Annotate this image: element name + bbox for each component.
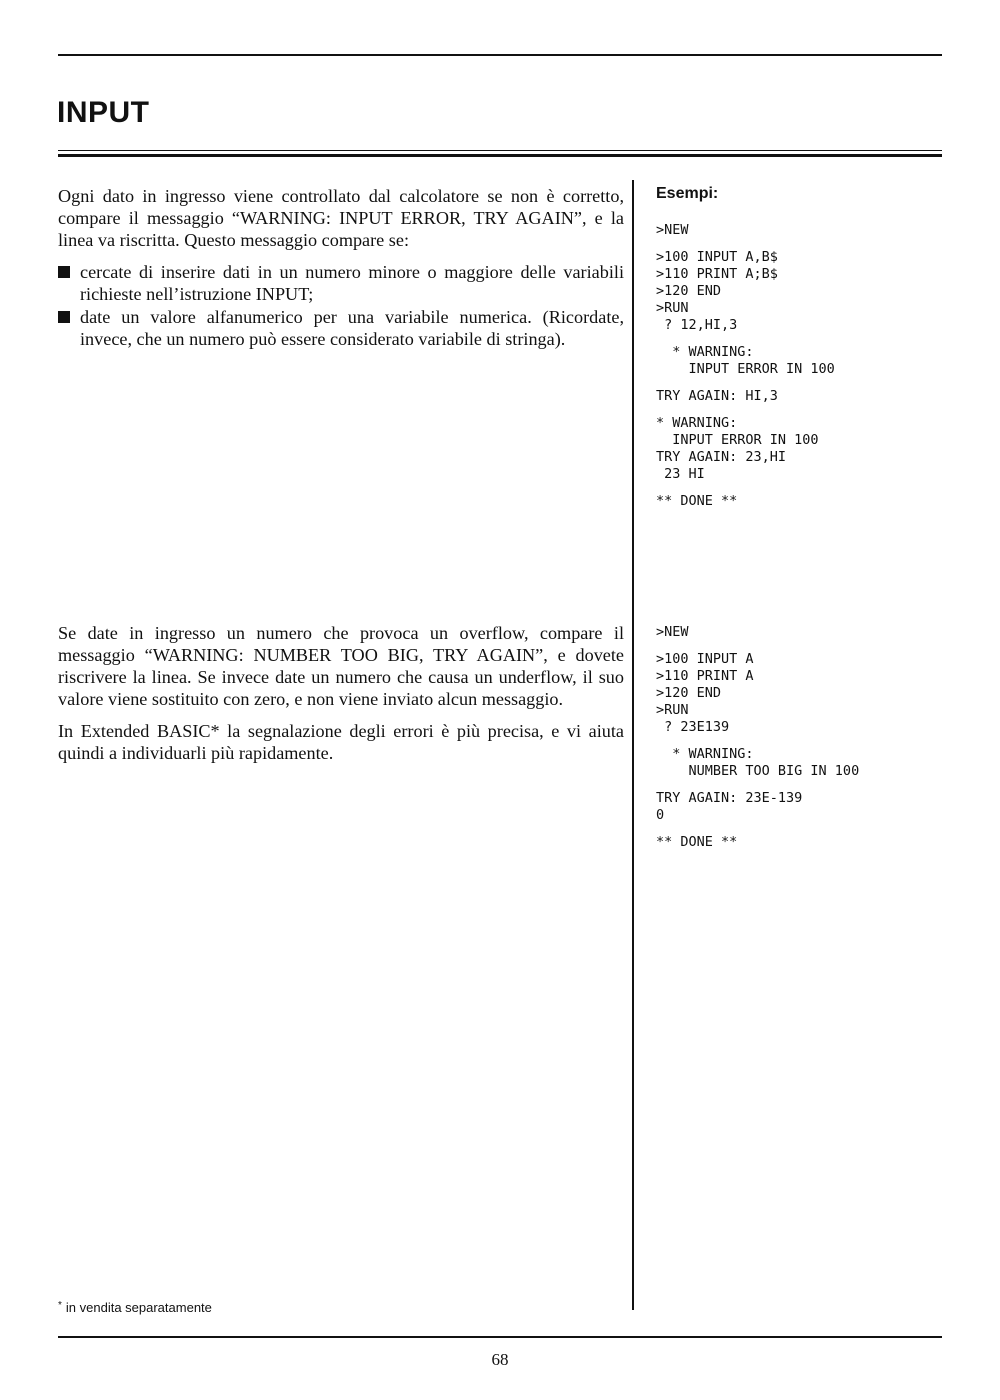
title-rule-thin: [58, 150, 942, 151]
code-line: 23 HI: [656, 466, 705, 482]
code-example-2: [656, 624, 859, 851]
code-line: [656, 405, 835, 415]
code-line: 0: [656, 807, 665, 823]
square-bullet-icon: [58, 266, 70, 278]
title-rule-thick: [58, 154, 942, 157]
code-line: >NEW: [656, 222, 689, 238]
square-bullet-icon: [58, 311, 70, 323]
code-line: [656, 378, 835, 388]
code-line: >RUN: [656, 300, 689, 316]
code-line: [656, 483, 835, 493]
code-line: >NEW: [656, 624, 689, 640]
code-line: [656, 780, 859, 790]
code-line: ** DONE **: [656, 493, 738, 509]
code-line: * WARNING:: [656, 344, 754, 360]
column-divider: [632, 180, 634, 1310]
top-rule: [58, 54, 942, 56]
code-line: TRY AGAIN: 23,HI: [656, 449, 787, 465]
code-line: NUMBER TOO BIG IN 100: [656, 763, 860, 779]
code-line: TRY AGAIN: HI,3: [656, 388, 778, 404]
code-line: ? 12,HI,3: [656, 317, 738, 333]
code-line: >RUN: [656, 702, 689, 718]
code-line: ? 23E139: [656, 719, 730, 735]
examples-heading: Esempi:: [656, 185, 719, 202]
code-line: [656, 239, 835, 249]
section-2-text: [58, 622, 624, 774]
page-title: INPUT: [57, 96, 150, 129]
footnote: [58, 1300, 212, 1315]
footnote-text: in vendita separatamente: [65, 1300, 212, 1315]
overflow-paragraph: Se date in ingresso un numero che provoca un overflow, compare il messaggio “WARNING: NUMBER TOO BIG, TRY AGAIN”, e dovete riscrivere la linea. Se invece date un numero che causa un underflow, il suo valore viene sostituito con zero, e non viene inviato alcun messaggio.: [58, 623, 624, 709]
code-line: ** DONE **: [656, 834, 738, 850]
page-number: 68: [491, 1350, 509, 1369]
list-item: date un valore alfanumerico per una variabile numerica. (Ricordate, invece, che un numero può essere considerato variabile di stringa).: [58, 306, 624, 350]
code-line: >100 INPUT A: [656, 651, 754, 667]
code-line: INPUT ERROR IN 100: [656, 432, 819, 448]
footnote-mark: *: [58, 1300, 62, 1311]
code-line: >120 END: [656, 685, 722, 701]
code-line: >120 END: [656, 283, 722, 299]
list-item: cercate di inserire dati in un numero minore o maggiore delle variabili richieste nell’istruzione INPUT;: [58, 261, 624, 305]
intro-paragraph: Ogni dato in ingresso viene controllato dal calcolatore se non è corretto, compare il messaggio “WARNING: INPUT ERROR, TRY AGAIN”, e la linea va riscritta. Questo messaggio compare se:: [58, 186, 624, 250]
code-line: [656, 334, 835, 344]
bottom-rule: [58, 1336, 942, 1338]
code-line: [656, 736, 859, 746]
code-line: * WARNING:: [656, 415, 738, 431]
code-line: [656, 824, 859, 834]
code-line: [656, 641, 859, 651]
code-line: >110 PRINT A;B$: [656, 266, 778, 282]
code-line: * WARNING:: [656, 746, 754, 762]
extended-basic-paragraph: In Extended BASIC* la segnalazione degli errori è più precisa, e vi aiuta quindi a individuarli più rapidamente.: [58, 721, 624, 763]
code-line: TRY AGAIN: 23E-139: [656, 790, 803, 806]
condition-list: [58, 261, 624, 350]
code-line: INPUT ERROR IN 100: [656, 361, 835, 377]
section-1-text: [58, 185, 624, 351]
code-line: >110 PRINT A: [656, 668, 754, 684]
code-example-1: [656, 222, 835, 510]
code-line: >100 INPUT A,B$: [656, 249, 778, 265]
